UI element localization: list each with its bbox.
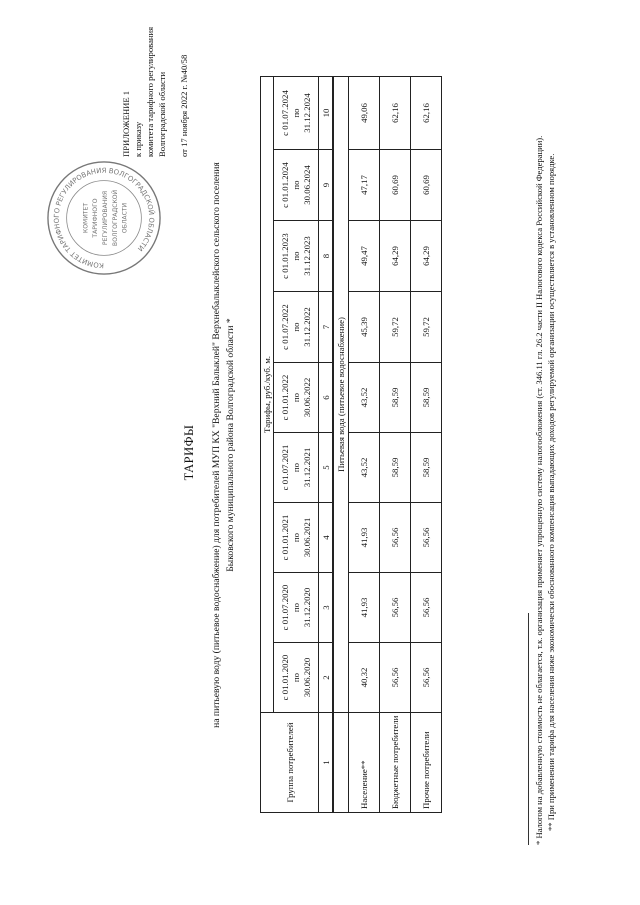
- period-header: [274, 292, 319, 363]
- period-to: 31.12.2022: [301, 307, 312, 347]
- period-header: [274, 221, 319, 292]
- column-number: 5: [319, 433, 334, 503]
- tariff-cell: 64,29: [380, 221, 411, 292]
- seal-line: ОБЛАСТИ: [121, 202, 129, 234]
- period-to: 30.06.2024: [301, 165, 312, 205]
- tariff-cell: 58,59: [411, 363, 442, 433]
- section-header: Питьевая вода (питьевое водоснабжение): [333, 76, 349, 712]
- tariff-cell: 58,59: [411, 433, 442, 503]
- period-to: 31.12.2020: [301, 587, 312, 628]
- row-label: Население**: [349, 713, 380, 813]
- tariff-cell: 59,72: [411, 292, 442, 363]
- period-mid: по: [290, 392, 301, 403]
- period-header: [274, 150, 319, 221]
- period-from: с 01.07.2021: [279, 444, 290, 491]
- tariff-cell: 43,52: [349, 433, 380, 503]
- period-mid: по: [290, 462, 301, 473]
- period-to: 30.06.2022: [301, 377, 312, 418]
- footnote-1: * Налогом на добавленную стоимость не облагается, т.к. организация применяет упрощенную систему налогообложения (ст. 346.11 гл. 26.2 части II Налогового кодекса Российской Федерации).: [534, 135, 544, 845]
- table-row: [349, 76, 380, 812]
- period-to: 31.12.2023: [301, 236, 312, 276]
- period-to: 30.06.2021: [301, 517, 312, 558]
- group-header: Группа потребителей: [261, 713, 319, 813]
- period-header: [274, 573, 319, 643]
- tariff-cell: 56,56: [380, 643, 411, 713]
- tariff-cell: 56,56: [380, 503, 411, 573]
- tariff-cell: 43,52: [349, 363, 380, 433]
- column-number: 1: [319, 713, 334, 813]
- seal-line: КОМИТЕТ: [82, 202, 90, 234]
- period-from: с 01.01.2020: [279, 654, 290, 701]
- period-from: с 01.07.2024: [279, 90, 290, 136]
- period-mid: по: [290, 672, 301, 683]
- tariff-cell: 56,56: [380, 573, 411, 643]
- tariff-cell: 62,16: [380, 76, 411, 149]
- document-subtitle: [210, 85, 238, 805]
- tariff-cell: 47,17: [349, 150, 380, 221]
- column-number: 3: [319, 573, 334, 643]
- tariff-header: Тарифы, руб./куб. м.: [261, 76, 274, 712]
- period-to: 30.06.2020: [301, 657, 312, 698]
- tariff-cell: 56,56: [411, 503, 442, 573]
- period-from: с 01.01.2024: [279, 162, 290, 208]
- period-to: 31.12.2021: [301, 447, 312, 488]
- subtitle-line: на питьевую воду (питьевое водоснабжение) для потребителей МУП КХ "Верхний Балыклей" Верхнебалыклейского сельского поселения: [211, 162, 222, 728]
- tariff-cell: 64,29: [411, 221, 442, 292]
- period-from: с 01.01.2023: [279, 233, 290, 279]
- seal-line: ТАРИФНОГО: [92, 198, 100, 238]
- footnote-rule: [528, 613, 529, 845]
- period-mid: по: [290, 108, 301, 118]
- period-header: [274, 76, 319, 149]
- tariff-cell: 58,59: [380, 363, 411, 433]
- seal-line: ВОЛГОГРАДСКОЙ: [111, 189, 119, 247]
- tariff-cell: 41,93: [349, 573, 380, 643]
- appendix-line: к приказу: [133, 121, 143, 157]
- period-header: [274, 433, 319, 503]
- period-to: 31.12.2024: [301, 93, 312, 133]
- appendix-line: комитета тарифного регулирования: [145, 26, 155, 157]
- subtitle-line: Быковского муниципального района Волгоградской области *: [225, 318, 236, 572]
- period-from: с 01.07.2020: [279, 584, 290, 631]
- tariff-cell: 40,32: [349, 643, 380, 713]
- period-mid: по: [290, 180, 301, 190]
- period-mid: по: [290, 602, 301, 613]
- column-number: 2: [319, 643, 334, 713]
- tariff-cell: 62,16: [411, 76, 442, 149]
- appendix-line: ПРИЛОЖЕНИЕ 1: [121, 90, 131, 157]
- column-number: 6: [319, 363, 334, 433]
- tariff-cell: 59,72: [380, 292, 411, 363]
- footnotes: [528, 55, 557, 845]
- row-label: Бюджетные потребители: [380, 713, 411, 813]
- column-number: 9: [319, 150, 334, 221]
- period-mid: по: [290, 532, 301, 543]
- seal-ring-text: КОМИТЕТ ТАРИФНОГО РЕГУЛИРОВАНИЯ ВОЛГОГРАДСКОЙ ОБЛАСТИ: [52, 166, 156, 270]
- tariff-cell: 41,93: [349, 503, 380, 573]
- column-number: 8: [319, 221, 334, 292]
- seal-line: РЕГУЛИРОВАНИЯ: [101, 190, 109, 246]
- tariff-cell: 56,56: [411, 573, 442, 643]
- row-label: Прочие потребители: [411, 713, 442, 813]
- period-header: [274, 363, 319, 433]
- table-row: [411, 76, 442, 812]
- footnote-2: ** При применении тарифа для населения ниже экономически обоснованного компенсация выпадающих доходов регулируемой организации осуществляется в установленном порядке.: [546, 153, 556, 831]
- official-seal: [45, 159, 163, 277]
- period-header: [274, 643, 319, 713]
- tariff-cell: 60,69: [411, 150, 442, 221]
- period-from: с 01.07.2022: [279, 304, 290, 350]
- column-number: 10: [319, 76, 334, 149]
- tariff-cell: 45,39: [349, 292, 380, 363]
- tariff-cell: 58,59: [380, 433, 411, 503]
- period-mid: по: [290, 322, 301, 332]
- tariff-cell: 49,47: [349, 221, 380, 292]
- period-from: с 01.01.2022: [279, 374, 290, 421]
- document-title: ТАРИФЫ: [182, 424, 196, 481]
- table-row: [380, 76, 411, 812]
- tariff-cell: 60,69: [380, 150, 411, 221]
- column-number: 4: [319, 503, 334, 573]
- appendix-block: [120, 7, 190, 157]
- tariff-cell: 49,06: [349, 76, 380, 149]
- column-number: 7: [319, 292, 334, 363]
- period-mid: по: [290, 251, 301, 261]
- tariff-cell: 56,56: [411, 643, 442, 713]
- appendix-line: от 17 ноября 2022 г. №40/58: [179, 54, 189, 157]
- appendix-line: Волгоградской области: [157, 71, 167, 157]
- period-from: с 01.01.2021: [279, 514, 290, 561]
- section-spacer: [333, 713, 349, 813]
- period-header: [274, 503, 319, 573]
- tariffs-table: [260, 76, 442, 813]
